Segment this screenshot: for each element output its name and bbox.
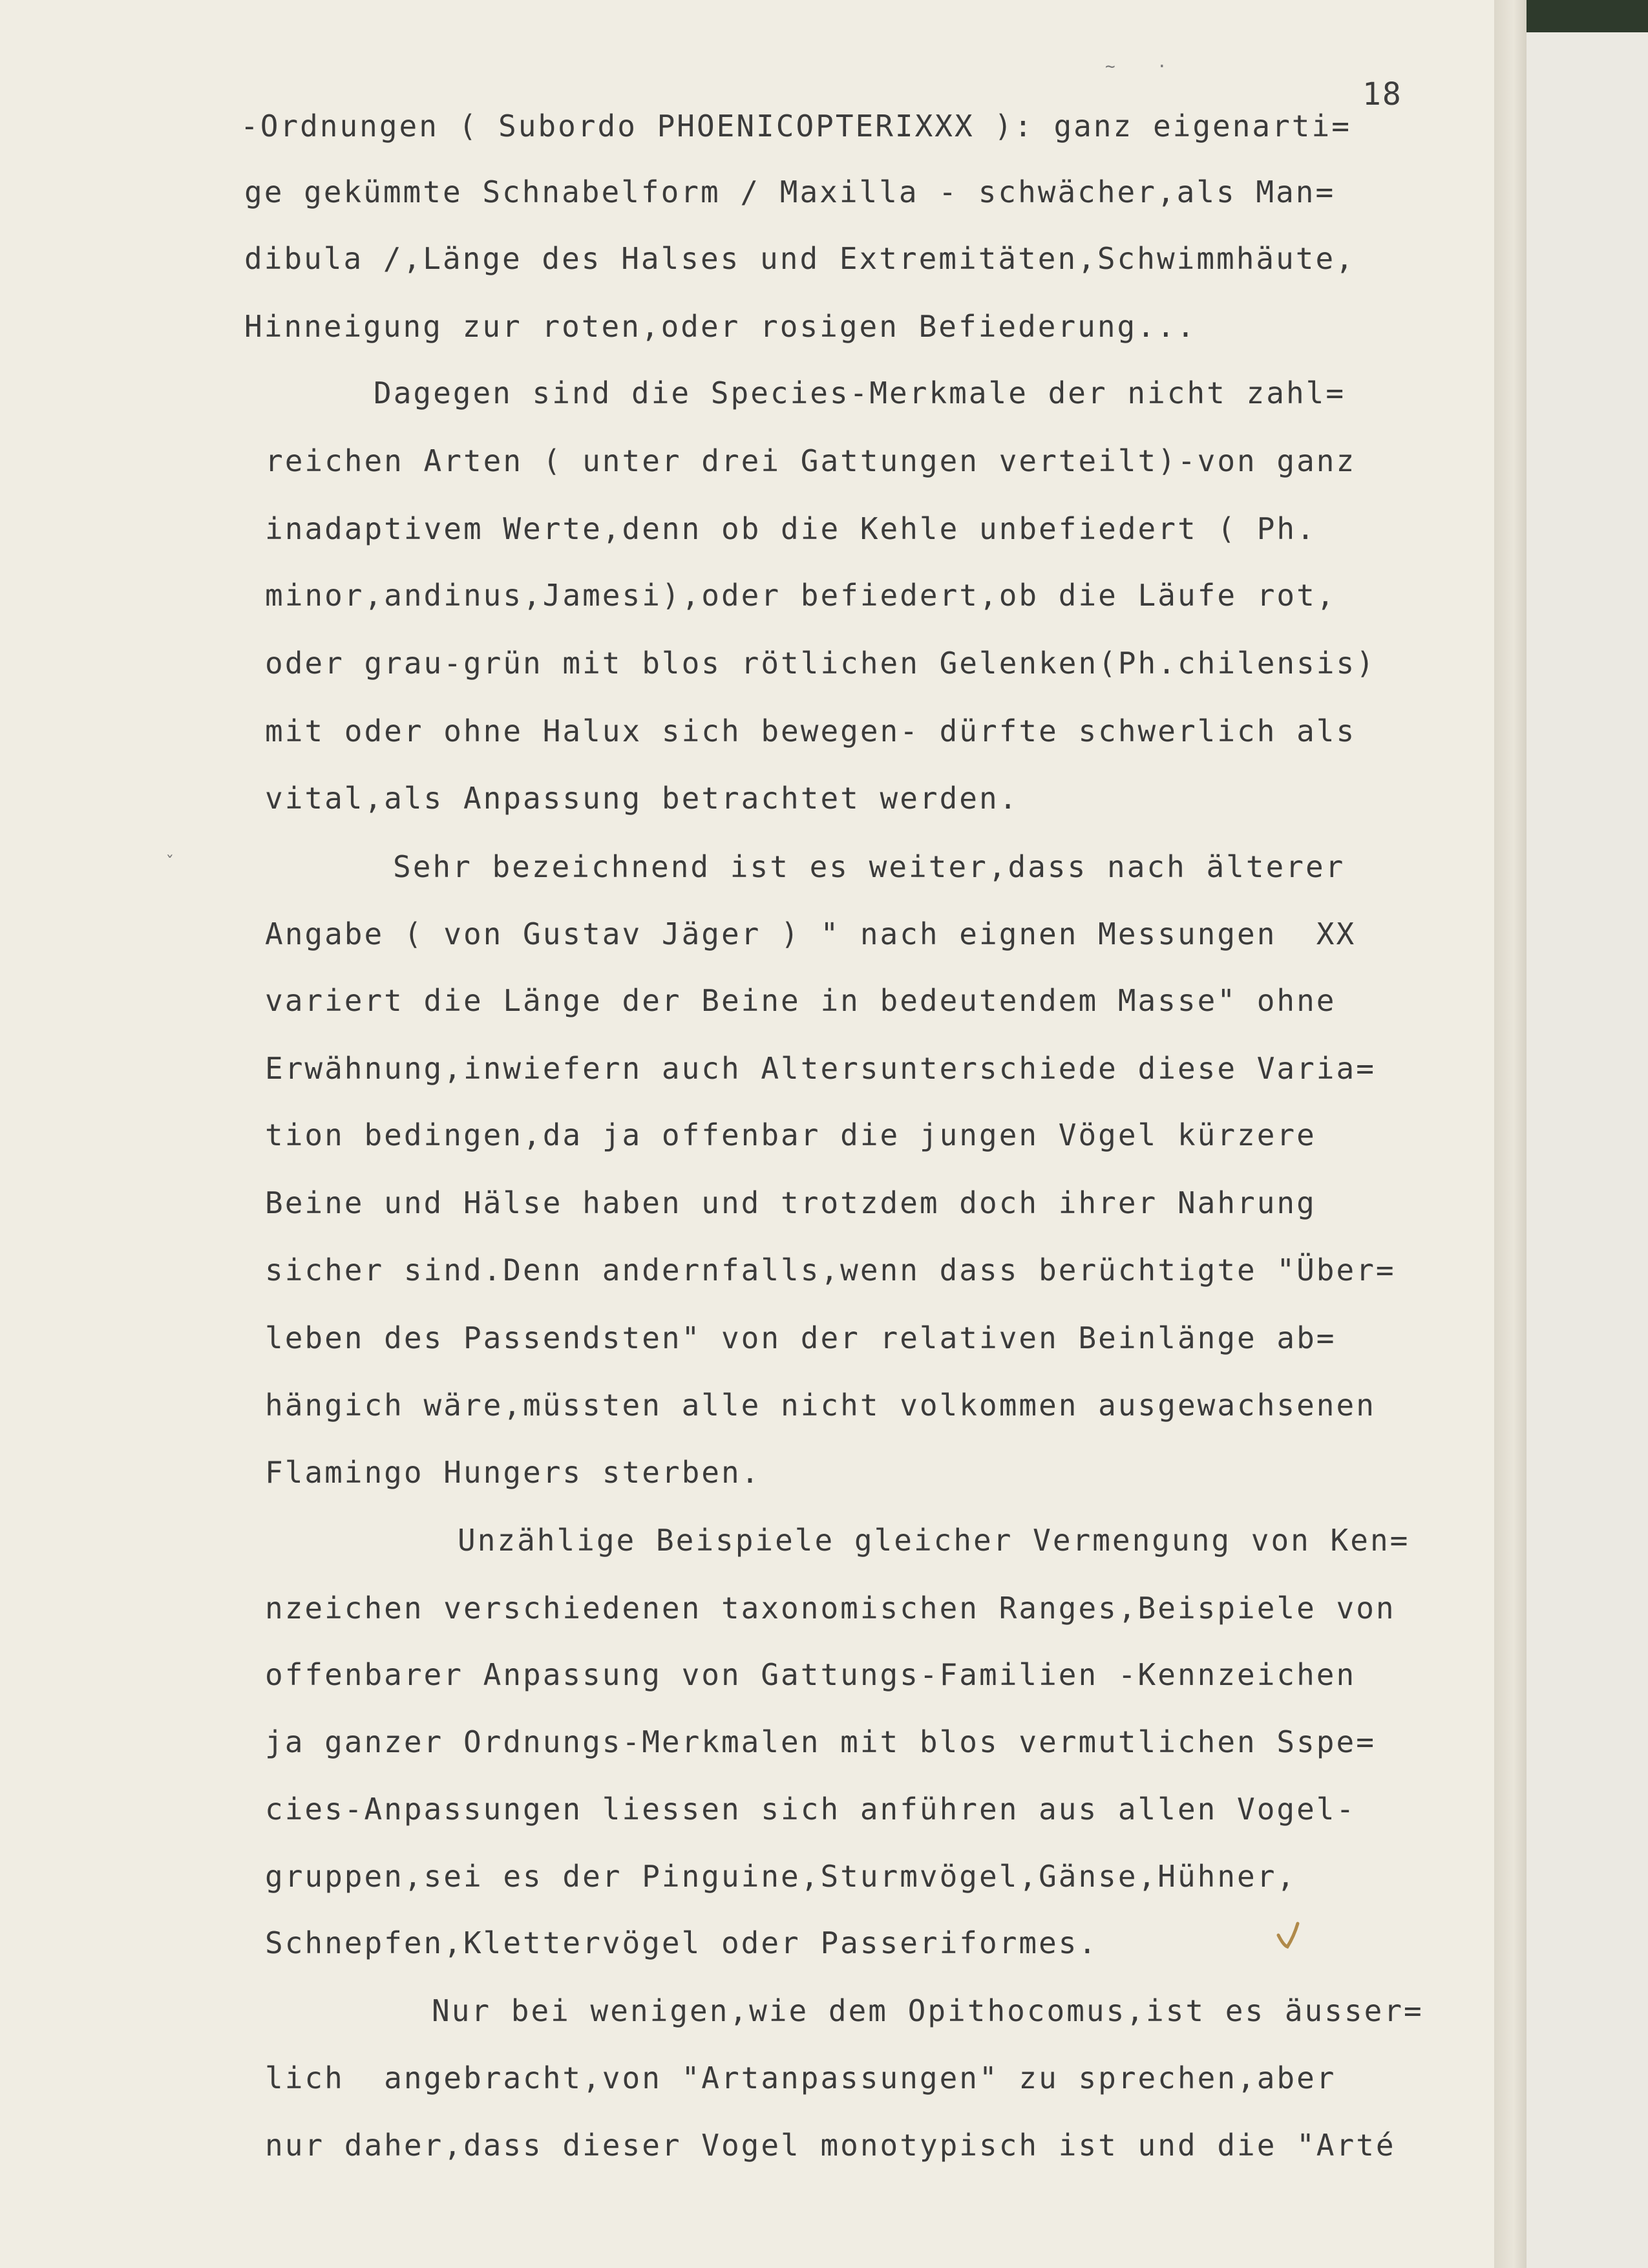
text-line: vital,als Anpassung betrachtet werden. xyxy=(265,781,1019,816)
stray-ink-mark: ˇ xyxy=(165,853,175,873)
text-line: Erwähnung,inwiefern auch Altersunterschiede diese Varia= xyxy=(265,1051,1376,1086)
text-line: Nur bei wenigen,wie dem Opithocomus,ist es äusser= xyxy=(432,1993,1424,2028)
text-line: offenbarer Anpassung von Gattungs-Familien -Kennzeichen xyxy=(265,1657,1357,1692)
page-edge xyxy=(1494,0,1527,2268)
text-line: minor,andinus,Jamesi),oder befiedert,ob die Läufe rot, xyxy=(265,578,1336,613)
text-line: nzeichen verschiedenen taxonomischen Ranges,Beispiele von xyxy=(265,1591,1396,1626)
text-line: -Ordnungen ( Subordo PHOENICOPTERIXXX ): ganz eigenarti= xyxy=(240,109,1351,143)
text-line: mit oder ohne Halux sich bewegen- dürfte schwerlich als xyxy=(265,714,1357,748)
text-line: ge gekümmte Schnabelform / Maxilla - schwächer,als Man= xyxy=(244,175,1336,209)
text-line: inadaptivem Werte,denn ob die Kehle unbefiedert ( Ph. xyxy=(265,511,1316,546)
text-line: ja ganzer Ordnungs-Merkmalen mit blos vermutlichen Sspe= xyxy=(265,1724,1376,1759)
text-line: Flamingo Hungers sterben. xyxy=(265,1455,761,1490)
text-line: tion bedingen,da ja offenbar die jungen Vögel kürzere xyxy=(265,1118,1316,1152)
text-line: Unzählige Beispiele gleicher Vermengung von Ken= xyxy=(458,1523,1410,1558)
text-line: hängich wäre,müssten alle nicht volkommen ausgewachsenen xyxy=(265,1388,1376,1423)
text-line: Dagegen sind die Species-Merkmale der nicht zahl= xyxy=(374,376,1346,410)
text-line: Hinneigung zur roten,oder rosigen Befiederung... xyxy=(244,309,1197,344)
stray-ink-mark: · xyxy=(1157,57,1167,76)
scan-backdrop xyxy=(1527,0,1648,2268)
text-line: Beine und Hälse haben und trotzdem doch ihrer Nahrung xyxy=(265,1185,1316,1220)
page-number: 18 xyxy=(1362,76,1402,112)
text-line: cies-Anpassungen liessen sich anführen aus allen Vogel- xyxy=(265,1792,1357,1827)
text-line: Angabe ( von Gustav Jäger ) " nach eignen Messungen XX xyxy=(265,917,1357,951)
text-line: lich angebracht,von "Artanpassungen" zu sprechen,aber xyxy=(265,2061,1336,2095)
text-line: sicher sind.Denn andernfalls,wenn dass berüchtigte "Über= xyxy=(265,1253,1396,1288)
text-line: variert die Länge der Beine in bedeutendem Masse" ohne xyxy=(265,983,1336,1018)
text-line: Schnepfen,Klettervögel oder Passeriformes. xyxy=(265,1925,1099,1960)
text-line: dibula /,Länge des Halses und Extremitäten,Schwimmhäute, xyxy=(244,241,1355,276)
pencil-check-mark-icon xyxy=(1274,1920,1300,1952)
text-line: leben des Passendsten" von der relativen Beinlänge ab= xyxy=(265,1320,1336,1355)
text-line: gruppen,sei es der Pinguine,Sturmvögel,Gänse,Hühner, xyxy=(265,1859,1297,1894)
text-line: oder grau-grün mit blos rötlichen Gelenken(Ph.chilensis) xyxy=(265,646,1376,681)
stray-ink-mark: ~ xyxy=(1105,57,1115,76)
text-line: reichen Arten ( unter drei Gattungen verteilt)-von ganz xyxy=(265,443,1357,478)
scan-backdrop-dark-corner xyxy=(1527,0,1648,32)
text-line: nur daher,dass dieser Vogel monotypisch ist und die "Arté xyxy=(265,2128,1396,2163)
text-line: Sehr bezeichnend ist es weiter,dass nach älterer xyxy=(393,849,1346,884)
